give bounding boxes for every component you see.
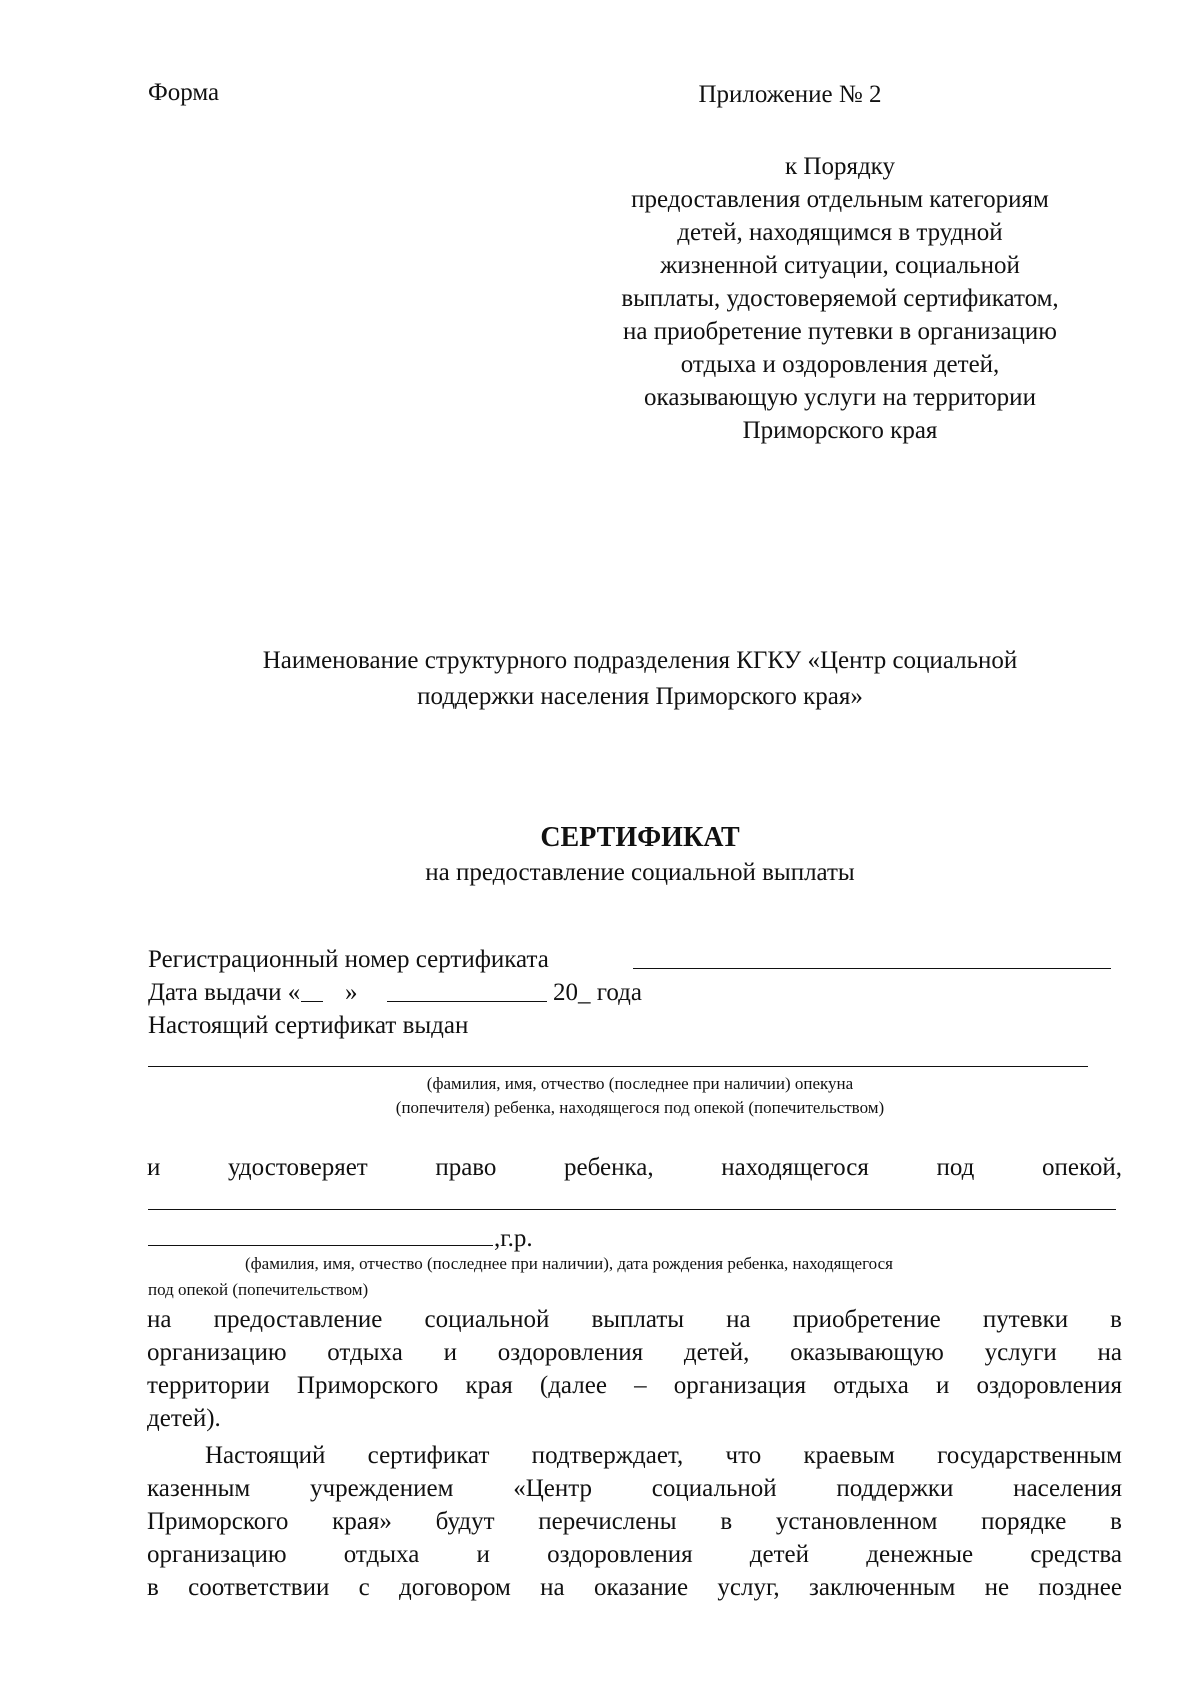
form-label: Форма xyxy=(148,79,220,106)
birth-year-suffix: ,г.р. xyxy=(494,1225,533,1252)
rights-word: под xyxy=(936,1154,975,1181)
issue-date-prefix: Дата выдачи « xyxy=(148,979,301,1006)
paragraph-line: в соответствии с договором на оказание услуг, заключенным не позднее xyxy=(147,1574,1122,1601)
paragraph-line: организацию отдыха и оздоровления детей денежные средства xyxy=(147,1541,1122,1568)
organization-name-line2: поддержки населения Приморского края» xyxy=(417,683,863,710)
guardian-caption-line2: (попечителя) ребенка, находящегося под опекой (попечительством) xyxy=(395,1098,885,1117)
appendix-line: оказывающую услуги на территории xyxy=(644,384,1036,411)
paragraph-line: казенным учреждением «Центр социальной поддержки населения xyxy=(147,1475,1122,1502)
rights-line xyxy=(147,1152,1122,1184)
appendix-line: предоставления отдельным категориям xyxy=(631,186,1049,213)
appendix-line: на приобретение путевки в организацию xyxy=(623,318,1057,345)
child-name-blank[interactable] xyxy=(148,1209,1116,1210)
appendix-line: Приморского края xyxy=(742,417,938,444)
appendix-line: жизненной ситуации, социальной xyxy=(660,252,1020,279)
organization-name-line1: Наименование структурного подразделения КГКУ «Центр социальной xyxy=(262,647,1018,674)
paragraph-line: организацию отдыха и оздоровления детей, оказывающую услуги на xyxy=(147,1339,1122,1366)
reg-number-label: Регистрационный номер сертификата xyxy=(148,946,549,973)
rights-word: и xyxy=(147,1154,161,1181)
guardian-name-blank[interactable] xyxy=(148,1066,1088,1067)
child-name-birth-blank[interactable] xyxy=(148,1245,493,1246)
paragraph-line: Приморского края» будут перечислены в установленном порядке в xyxy=(147,1508,1122,1535)
rights-word: опекой, xyxy=(1041,1154,1122,1181)
rights-word: удостоверяет xyxy=(227,1154,368,1181)
rights-word: находящегося xyxy=(721,1154,869,1181)
issue-day-blank[interactable] xyxy=(301,1001,323,1002)
appendix-line: детей, находящимся в трудной xyxy=(677,219,1003,246)
paragraph-line: детей). xyxy=(147,1405,221,1432)
rights-word: ребенка, xyxy=(564,1154,654,1181)
appendix-title: Приложение № 2 xyxy=(698,81,882,108)
reg-number-blank[interactable] xyxy=(633,968,1111,969)
guardian-caption-line1: (фамилия, имя, отчество (последнее при наличии) опекуна xyxy=(426,1074,854,1093)
issue-month-blank[interactable] xyxy=(387,1001,547,1002)
paragraph-line: Настоящий сертификат подтверждает, что краевым государственным xyxy=(205,1442,1122,1469)
issue-year: 20_ года xyxy=(553,979,642,1006)
certificate-subtitle: на предоставление социальной выплаты xyxy=(425,859,855,886)
certificate-title: СЕРТИФИКАТ xyxy=(540,822,740,853)
child-caption-line1: (фамилия, имя, отчество (последнее при наличии), дата рождения ребенка, находящегося xyxy=(245,1254,893,1273)
paragraph-line: территории Приморского края (далее – организация отдыха и оздоровления xyxy=(147,1372,1122,1399)
issue-date-mid: » xyxy=(345,979,358,1006)
paragraph-line: на предоставление социальной выплаты на приобретение путевки в xyxy=(147,1306,1122,1333)
rights-word: право xyxy=(435,1154,497,1181)
appendix-line: к Порядку xyxy=(785,153,895,180)
issued-to-label: Настоящий сертификат выдан xyxy=(148,1012,469,1039)
appendix-line: отдыха и оздоровления детей, xyxy=(680,351,1000,378)
child-caption-line2: под опекой (попечительством) xyxy=(148,1280,369,1299)
appendix-line: выплаты, удостоверяемой сертификатом, xyxy=(621,285,1059,312)
